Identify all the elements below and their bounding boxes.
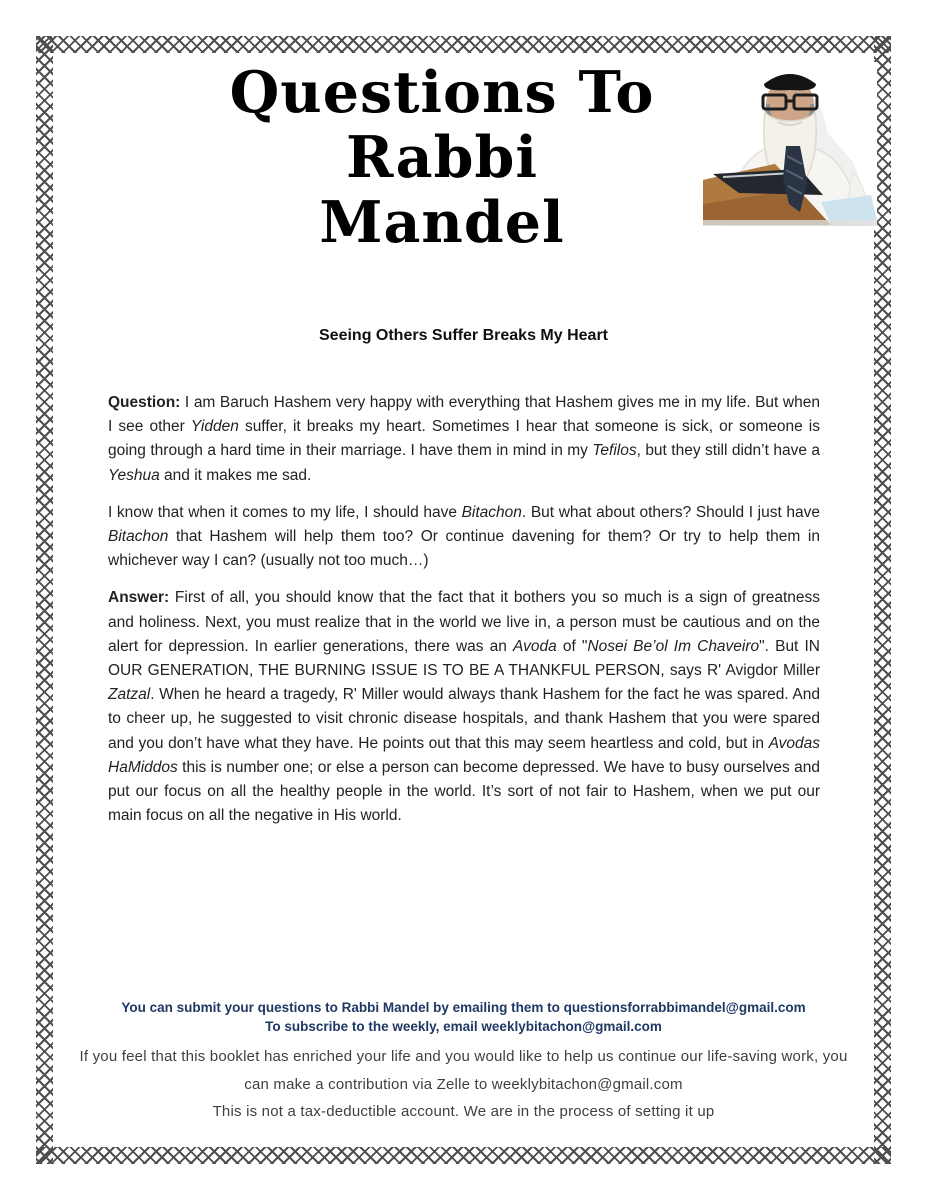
page-footer <box>40 999 887 1126</box>
tax-note-line: This is not a tax-deductible account. We are in the process of setting it up <box>212 1103 715 1120</box>
border-top <box>36 36 891 53</box>
question-paragraph: Question: I am Baruch Hashem very happy with everything that Hashem gives me in my life. But when I see other Yidden suffer, it breaks my heart. Sometimes I hear that someone is sick, or someone is going through a hard time in their marriage. I have them in mind in my Tefilos, but they still didn’t have a Yeshua and it makes me sad. <box>108 394 820 484</box>
page-title-line: Mandel <box>319 189 565 256</box>
page-title-line: Rabbi <box>346 124 538 191</box>
subscribe-line: To subscribe to the weekly, email weeklybitachon@gmail.com <box>265 1018 662 1034</box>
rabbi-photo <box>703 62 877 226</box>
article-body <box>108 391 820 841</box>
contribution-note <box>40 1043 887 1126</box>
border-left <box>36 36 53 1164</box>
rabbi-photo-image <box>703 62 877 226</box>
answer-paragraph: Answer: First of all, you should know that the fact that it bothers you so much is a sign of greatness and holiness. Next, you must realize that in the world we live in, a person must be cautious and on the alert for depression. In earlier generations, there was an Avoda of "Nosei Be’ol Im Chaveiro". But IN OUR GENERATION, THE BURNING ISSUE IS TO BE A THANKFUL PERSON, says R' Avigdor Miller Zatzal. When he heard a tragedy, R' Miller would always thank Hashem for the fact he was spared. And to cheer up, he suggested to visit chronic disease hospitals, and thank Hashem that you were spared and you don’t have what they have. He points out that this may seem heartless and cold, but in Avodas HaMiddos this is number one; or else a person can become depressed. We have to busy ourselves and put our focus on all the healthy people in the world. It’s sort of not fair to Hashem, when we put our main focus on all the negative in His world. <box>108 589 820 825</box>
article-subtitle: Seeing Others Suffer Breaks My Heart <box>319 327 608 344</box>
contribution-line-2: can make a contribution via Zelle to weeklybitachon@gmail.com <box>244 1075 683 1093</box>
contribution-line-1: If you feel that this booklet has enriched your life and you would like to help us continue our life-saving work, you <box>79 1048 848 1065</box>
border-bottom <box>36 1147 891 1164</box>
page-title-line: Questions To <box>229 59 655 126</box>
submit-questions-line: You can submit your questions to Rabbi Mandel by emailing them to questionsforrabbimandel@gmail.com <box>121 1000 806 1015</box>
question-paragraph-2: I know that when it comes to my life, I should have Bitachon. But what about others? Should I just have Bitachon that Hashem will help them too? Or continue davening for them? Or try to help them in whichever way I can? (usually not too much…) <box>108 503 820 570</box>
